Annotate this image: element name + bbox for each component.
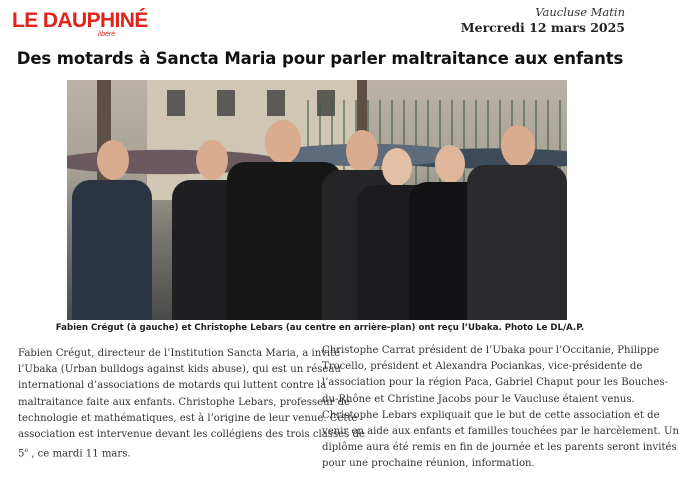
person	[467, 125, 567, 320]
article-line: technologie et mathématiques, est à l’origine de leur venue. Cette	[18, 412, 358, 424]
article-line: Fabien Crégut, directeur de l’Institution Sancta Maria, a invité	[18, 348, 341, 359]
article-line: association est intervenue devant les collégiens des trois classes de	[18, 429, 365, 441]
article-line	[18, 443, 314, 463]
logo-subtitle: libéré	[98, 31, 116, 38]
article-line: l’association pour la région Paca, Gabriel Chaput pour les Bouches-	[322, 377, 668, 389]
article-line: Christophe Carrat président de l’Ubaka pour l’Occitanie, Philippe	[322, 345, 660, 356]
person	[72, 140, 152, 320]
article-line: venir en aide aux enfants et familles touchées par le harcèlement. Un	[322, 426, 679, 438]
logo-name: LE DAUPHINÉ	[12, 9, 148, 32]
article-line: Trocello, président et Alexandra Pociankas, vice-présidente de	[322, 361, 643, 373]
article-headline: Des motards à Sancta Maria pour parler maltraitance aux enfants	[16, 49, 624, 68]
article-photo	[67, 80, 567, 320]
article-column-left	[18, 346, 365, 463]
article-line: international d’associations de motards qui luttent contre la	[18, 380, 327, 392]
publication-date: Mercredi 12 mars 2025	[460, 20, 625, 35]
article-line: diplôme aura été remis en fin de journée et les parents seront invités	[322, 442, 677, 454]
article-line: maltraitance faite aux enfants. Christophe Lebars, professeur de	[18, 396, 351, 408]
article-line: Christophe Lebars expliquait que le but de cette association et de	[322, 409, 660, 421]
photo-caption: Fabien Crégut (à gauche) et Christophe Lebars (au centre en arrière-plan) ont reçu l’Ubaka. Photo Le DL/A.P.	[55, 323, 585, 333]
masthead-logo	[12, 10, 162, 44]
edition-name: Vaucluse Matin	[535, 5, 625, 19]
article-line: du-Rhône et Christine Jacobs pour le Vaucluse étaient venus.	[322, 393, 635, 405]
class-number: 5	[18, 448, 25, 460]
article-line-end: , ce mardi 11 mars.	[28, 448, 131, 460]
publication-info	[461, 5, 625, 36]
ordinal-suffix: e	[24, 447, 28, 455]
article-line: l’Ubaka (Urban bulldogs against kids abuse), qui est un réseau	[18, 364, 341, 376]
article-column-right	[322, 343, 679, 473]
article-line: pour une prochaine réunion, information.	[322, 458, 535, 470]
